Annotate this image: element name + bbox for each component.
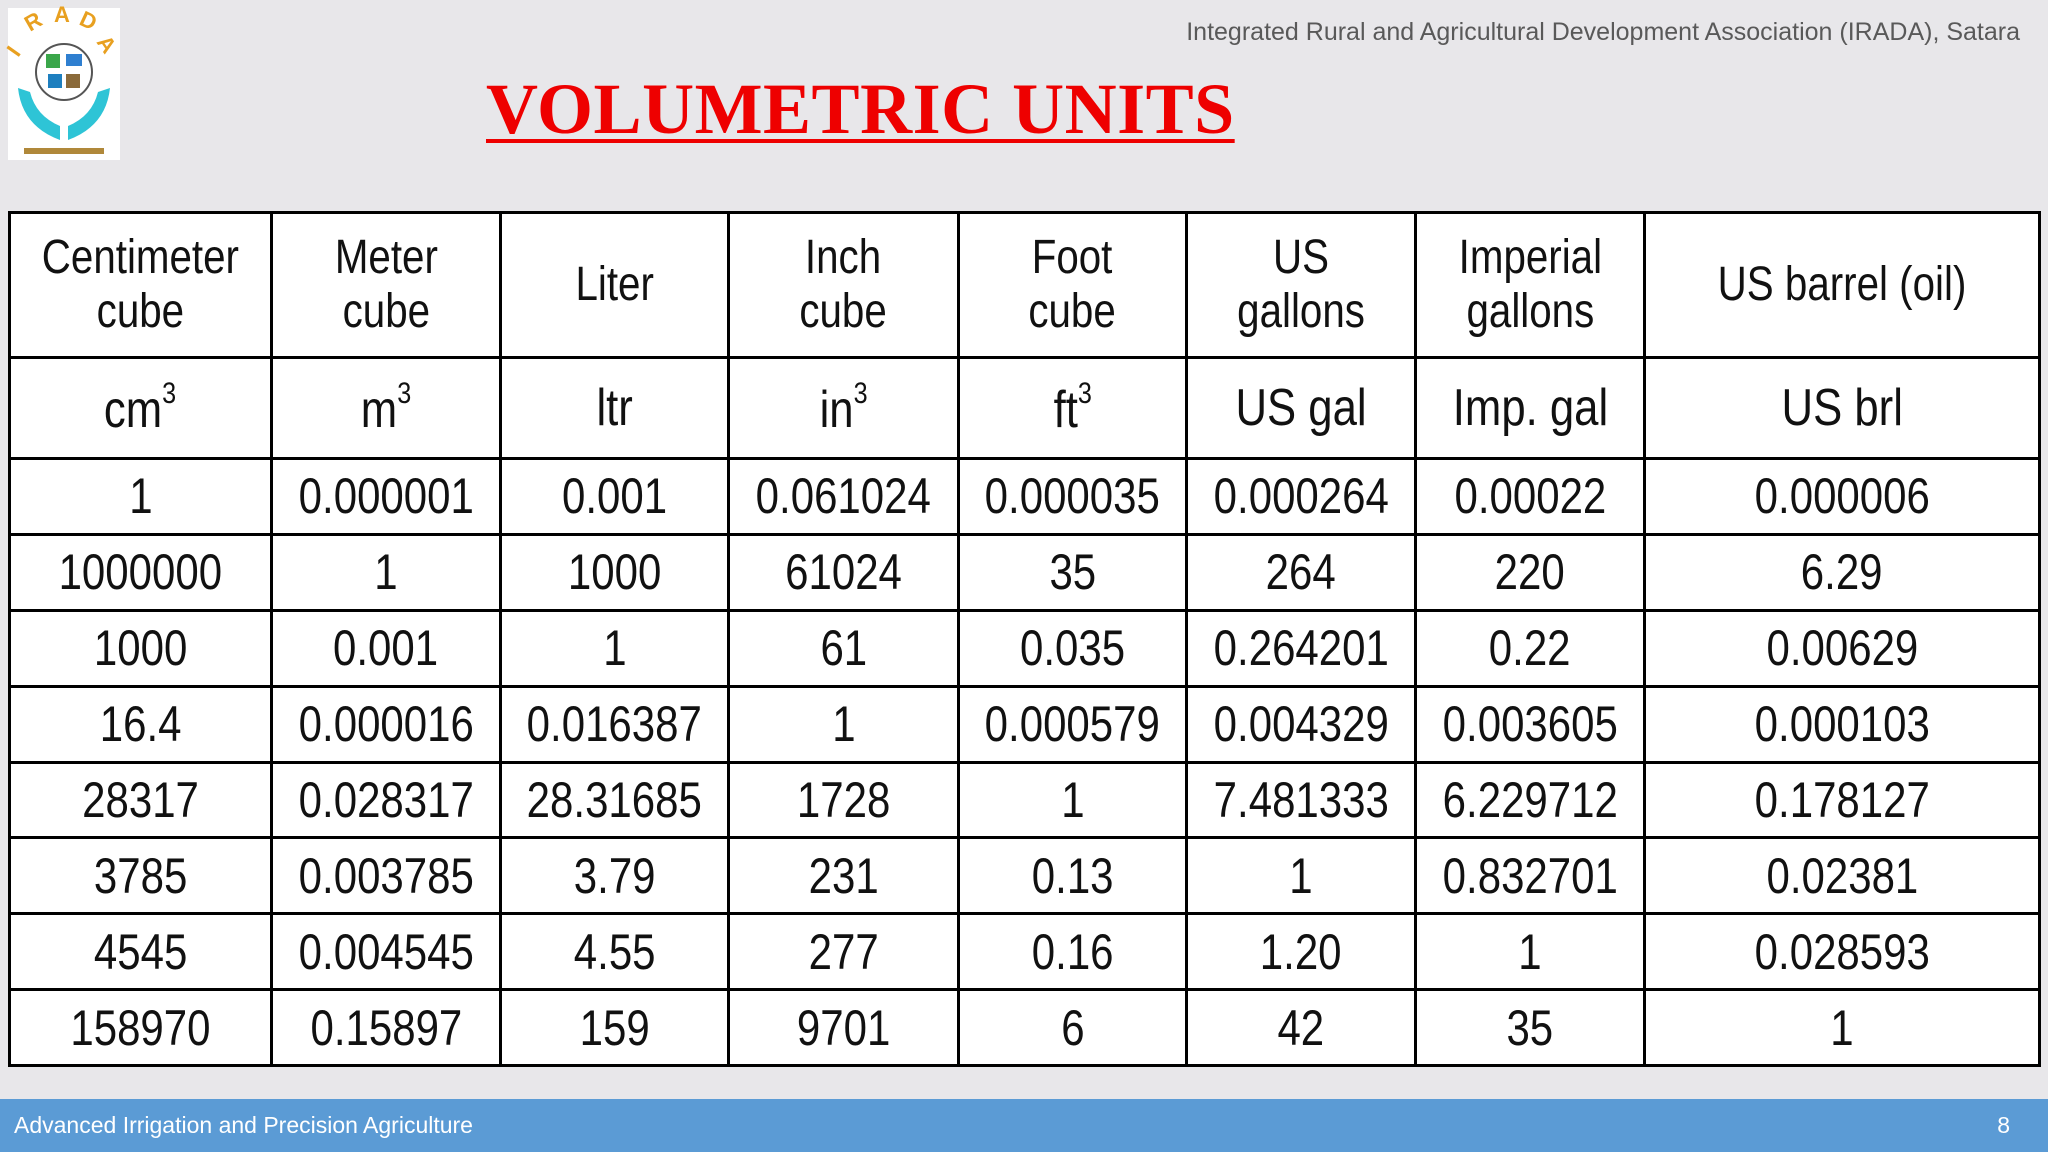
unit-symbol-text: ft xyxy=(1053,380,1078,439)
table-cell-value: 0.02381 xyxy=(1766,847,1918,904)
table-cell xyxy=(1645,838,2040,914)
header-row-names xyxy=(10,213,2040,358)
unit-symbol-text: cm xyxy=(104,380,163,439)
table-cell xyxy=(10,762,272,838)
table-cell xyxy=(1416,610,1645,686)
table-cell-value: 0.16 xyxy=(1031,923,1114,980)
table-cell-value: 35 xyxy=(1049,544,1096,601)
table-cell-value: 1 xyxy=(1830,999,1854,1056)
table-cell-value: 0.028317 xyxy=(298,771,474,828)
unit-symbol-text: in xyxy=(819,380,854,439)
column-header-line1: Meter xyxy=(334,231,438,285)
column-header-line1: Foot xyxy=(1032,231,1113,285)
column-header-name xyxy=(1416,213,1645,358)
table-row xyxy=(10,686,2040,762)
irada-logo xyxy=(1,2,122,160)
table-cell xyxy=(1187,610,1416,686)
table-cell xyxy=(1187,762,1416,838)
column-header-name xyxy=(10,213,272,358)
unit-exponent: 3 xyxy=(162,376,177,410)
table-cell-value: 7.481333 xyxy=(1213,771,1389,828)
column-unit-symbol xyxy=(272,358,501,459)
table-cell xyxy=(729,762,959,838)
table-cell xyxy=(959,762,1187,838)
table-cell xyxy=(10,686,272,762)
table-cell-value: 1000 xyxy=(93,620,188,677)
table-cell xyxy=(729,459,959,535)
column-header-line1: Liter xyxy=(575,258,654,312)
page-number: 8 xyxy=(1997,1112,2010,1138)
table-cell-value: 0.000035 xyxy=(984,468,1161,525)
table-cell-value: 0.004329 xyxy=(1213,696,1389,753)
table-cell xyxy=(272,914,501,990)
column-header-line2: cube xyxy=(342,285,430,338)
table-cell-value: 0.15897 xyxy=(310,999,462,1056)
column-header-name xyxy=(501,213,729,358)
svg-text:D: D xyxy=(75,5,101,36)
column-header-name xyxy=(1187,213,1416,358)
column-header-name xyxy=(272,213,501,358)
column-unit-symbol xyxy=(10,358,272,459)
table-cell xyxy=(1416,838,1645,914)
unit-symbol-text: US gal xyxy=(1235,379,1367,437)
table-cell-value: 35 xyxy=(1506,999,1554,1056)
column-header-line2: cube xyxy=(1028,285,1117,338)
table-cell xyxy=(1416,990,1645,1066)
table-cell xyxy=(1645,990,2040,1066)
table-cell xyxy=(501,838,729,914)
table-cell-value: 0.832701 xyxy=(1442,847,1618,904)
table-cell xyxy=(959,534,1187,610)
table-cell-value: 16.4 xyxy=(99,696,182,753)
table-cell xyxy=(1645,686,2040,762)
column-unit-symbol xyxy=(1187,358,1416,459)
table-cell-value: 1.20 xyxy=(1260,923,1342,980)
table-cell xyxy=(1645,610,2040,686)
table-cell-value: 9701 xyxy=(796,999,891,1056)
table-cell-value: 0.000579 xyxy=(984,696,1161,753)
table-cell xyxy=(272,459,501,535)
column-unit-symbol xyxy=(1645,358,2040,459)
table-cell-value: 6.29 xyxy=(1801,544,1883,601)
footer-course-title: Advanced Irrigation and Precision Agriculture xyxy=(14,1112,473,1138)
table-cell xyxy=(1416,534,1645,610)
table-cell xyxy=(10,610,272,686)
table-cell-value: 0.035 xyxy=(1019,620,1126,677)
column-header-line2: cube xyxy=(799,285,888,338)
table-cell xyxy=(272,990,501,1066)
table-cell xyxy=(272,610,501,686)
table-cell xyxy=(729,914,959,990)
table-cell-value: 0.000264 xyxy=(1213,468,1389,525)
table-cell-value: 6.229712 xyxy=(1442,771,1618,828)
table-cell-value: 264 xyxy=(1265,544,1337,601)
table-cell xyxy=(1416,762,1645,838)
table-cell xyxy=(959,610,1187,686)
table-cell xyxy=(1416,459,1645,535)
table-cell-value: 0.264201 xyxy=(1213,620,1389,677)
table-cell xyxy=(10,534,272,610)
table-cell xyxy=(1187,686,1416,762)
svg-text:R: R xyxy=(20,6,47,37)
table-cell xyxy=(501,610,729,686)
table-cell-value: 4.55 xyxy=(573,923,656,980)
table-cell-value: 3785 xyxy=(93,847,188,904)
table-cell xyxy=(272,534,501,610)
volumetric-units-table-wrapper xyxy=(8,211,2038,1067)
table-cell xyxy=(1187,459,1416,535)
table-cell xyxy=(501,534,729,610)
table-cell-value: 0.22 xyxy=(1489,620,1571,677)
column-header-line1: Imperial xyxy=(1458,231,1602,285)
column-header-line2: gallons xyxy=(1237,285,1365,338)
column-unit-symbol xyxy=(1416,358,1645,459)
volumetric-units-table xyxy=(8,211,2041,1067)
table-cell xyxy=(10,838,272,914)
svg-text:I: I xyxy=(1,41,26,61)
table-cell-value: 0.13 xyxy=(1031,847,1114,904)
table-row xyxy=(10,762,2040,838)
column-unit-symbol xyxy=(959,358,1187,459)
table-cell-value: 1 xyxy=(374,544,398,601)
table-cell xyxy=(1645,914,2040,990)
table-cell-value: 61024 xyxy=(785,544,902,601)
table-cell-value: 158970 xyxy=(70,999,211,1056)
table-cell xyxy=(10,990,272,1066)
table-cell-value: 0.000016 xyxy=(298,696,474,753)
table-cell xyxy=(959,686,1187,762)
unit-exponent: 3 xyxy=(397,376,412,410)
table-cell xyxy=(10,914,272,990)
table-cell-value: 0.00629 xyxy=(1766,620,1918,677)
table-cell xyxy=(959,459,1187,535)
table-cell-value: 1000 xyxy=(567,544,662,601)
table-cell-value: 0.061024 xyxy=(755,468,932,525)
table-cell-value: 1 xyxy=(831,696,856,753)
column-unit-symbol xyxy=(501,358,729,459)
table-cell xyxy=(501,990,729,1066)
table-cell xyxy=(1416,686,1645,762)
column-header-line2: gallons xyxy=(1466,285,1594,338)
table-cell-value: 0.001 xyxy=(333,620,439,677)
column-header-name xyxy=(1645,213,2040,358)
column-header-line1: US barrel (oil) xyxy=(1717,258,1967,312)
table-cell xyxy=(959,914,1187,990)
unit-symbol-text: m xyxy=(360,380,398,439)
table-cell xyxy=(272,838,501,914)
column-header-line1: Centimeter xyxy=(41,231,240,285)
table-cell-value: 0.178127 xyxy=(1754,771,1930,828)
header-row-units xyxy=(10,358,2040,459)
unit-symbol-text: Imp. gal xyxy=(1452,379,1608,437)
footer-bar xyxy=(0,1099,2048,1152)
table-cell-value: 42 xyxy=(1277,999,1325,1056)
table-row xyxy=(10,990,2040,1066)
column-header-name xyxy=(729,213,959,358)
irada-logo-hands-icon xyxy=(1,2,122,160)
table-cell-value: 3.79 xyxy=(573,847,656,904)
table-cell-value: 0.000006 xyxy=(1754,468,1930,525)
table-cell-value: 4545 xyxy=(93,923,188,980)
table-cell-value: 1728 xyxy=(796,771,891,828)
column-header-line1: US xyxy=(1272,231,1329,285)
table-cell xyxy=(501,686,729,762)
table-cell-value: 0.016387 xyxy=(526,696,703,753)
svg-text:A: A xyxy=(91,30,122,58)
table-cell xyxy=(1645,534,2040,610)
table-row xyxy=(10,459,2040,535)
organization-name: Integrated Rural and Agricultural Development Association (IRADA), Satara xyxy=(1186,18,2020,46)
unit-exponent: 3 xyxy=(853,376,868,410)
table-cell xyxy=(959,990,1187,1066)
table-cell-value: 0.003605 xyxy=(1442,696,1618,753)
table-cell xyxy=(729,990,959,1066)
table-cell xyxy=(959,838,1187,914)
table-row xyxy=(10,914,2040,990)
table-cell xyxy=(729,610,959,686)
table-cell xyxy=(1187,914,1416,990)
table-cell-value: 1000000 xyxy=(58,544,223,601)
table-cell-value: 159 xyxy=(579,999,650,1056)
table-cell-value: 231 xyxy=(808,847,879,904)
table-cell-value: 1 xyxy=(602,620,627,677)
unit-symbol-text: ltr xyxy=(596,379,633,437)
table-cell-value: 0.001 xyxy=(561,468,668,525)
table-cell-value: 1 xyxy=(128,468,153,525)
table-cell-value: 0.004545 xyxy=(298,923,474,980)
table-cell xyxy=(1416,914,1645,990)
table-cell xyxy=(729,838,959,914)
slide-title: VOLUMETRIC UNITS xyxy=(486,69,1235,149)
unit-exponent: 3 xyxy=(1077,376,1092,410)
table-cell-value: 28.31685 xyxy=(526,771,703,828)
table-cell-value: 28317 xyxy=(82,771,199,828)
unit-symbol-text: US brl xyxy=(1781,379,1903,437)
table-cell xyxy=(272,762,501,838)
table-cell-value: 0.028593 xyxy=(1754,923,1930,980)
table-row xyxy=(10,838,2040,914)
table-cell-value: 61 xyxy=(820,620,867,677)
column-header-name xyxy=(959,213,1187,358)
table-cell xyxy=(501,762,729,838)
table-cell-value: 0.00022 xyxy=(1454,468,1606,525)
table-cell-value: 1 xyxy=(1289,847,1313,904)
table-cell-value: 0.000001 xyxy=(298,468,474,525)
table-cell-value: 0.000103 xyxy=(1754,696,1930,753)
table-cell xyxy=(501,459,729,535)
table-cell xyxy=(1187,534,1416,610)
table-cell-value: 277 xyxy=(808,923,879,980)
svg-text:A: A xyxy=(54,2,70,27)
table-cell-value: 6 xyxy=(1060,999,1085,1056)
table-cell xyxy=(1187,838,1416,914)
column-unit-symbol xyxy=(729,358,959,459)
table-cell xyxy=(501,914,729,990)
table-cell-value: 1 xyxy=(1060,771,1085,828)
table-cell xyxy=(1645,762,2040,838)
table-cell xyxy=(10,459,272,535)
table-cell xyxy=(729,534,959,610)
table-cell-value: 1 xyxy=(1518,923,1542,980)
table-body xyxy=(10,459,2040,1066)
table-row xyxy=(10,610,2040,686)
table-row xyxy=(10,534,2040,610)
table-cell xyxy=(1645,459,2040,535)
table-cell-value: 220 xyxy=(1494,544,1566,601)
table-cell xyxy=(272,686,501,762)
table-cell xyxy=(1187,990,1416,1066)
table-cell xyxy=(729,686,959,762)
column-header-line1: Inch xyxy=(805,231,882,285)
column-header-line2: cube xyxy=(96,285,185,338)
table-cell-value: 0.003785 xyxy=(298,847,474,904)
